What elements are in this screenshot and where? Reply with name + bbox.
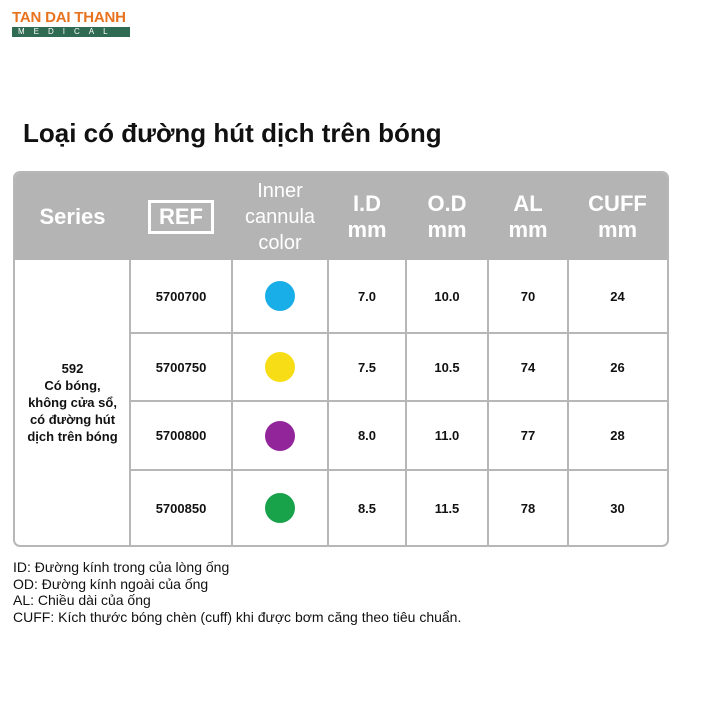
table-row: [15, 471, 667, 545]
table-header: [15, 173, 667, 260]
color-dot: [265, 493, 295, 523]
series-desc-line: dịch trên bóng: [27, 429, 118, 444]
header-cuff-line2: mm: [597, 216, 638, 242]
header-al-line1: AL: [513, 190, 543, 216]
color-dot: [265, 352, 295, 382]
header-al-line2: mm: [508, 216, 548, 242]
series-code: 592: [61, 361, 84, 376]
cuff-cell: 24: [610, 288, 625, 304]
color-cell: [232, 260, 328, 332]
header-ref-label: REF: [148, 200, 214, 234]
color-cell: [232, 471, 328, 545]
table-row: [15, 402, 667, 469]
color-cell: [232, 334, 328, 400]
od-cell: 10.5: [434, 359, 460, 375]
od-cell: 10.0: [434, 288, 460, 304]
series-desc-line: có đường hút: [29, 412, 116, 427]
grid-divider: [130, 332, 667, 334]
header-inner-line2: cannula: [244, 205, 316, 228]
table-row: [15, 260, 667, 332]
grid-divider: [487, 260, 489, 545]
grid-divider: [129, 260, 131, 545]
id-cell: 7.0: [357, 288, 377, 304]
legend-notes: [13, 559, 461, 625]
header-ref: [130, 173, 232, 260]
header-od-line2: mm: [427, 216, 467, 242]
header-id-line1: I.D: [352, 190, 382, 216]
id-cell: 8.0: [357, 428, 377, 443]
cuff-cell: 28: [610, 428, 625, 443]
grid-divider: [130, 469, 667, 471]
header-cuff-line1: CUFF: [588, 190, 647, 216]
header-cuff: [568, 173, 667, 260]
al-cell: 77: [520, 428, 536, 443]
grid-divider: [567, 260, 569, 545]
page-title: Loại có đường hút dịch trên bóng: [23, 118, 442, 148]
id-cell: 8.5: [357, 500, 377, 516]
header-inner-line1: Inner: [257, 179, 303, 202]
brand-logo: [12, 10, 130, 37]
grid-divider: [130, 400, 667, 402]
header-series: [15, 173, 130, 260]
header-al: [488, 173, 568, 260]
al-cell: 70: [520, 288, 536, 304]
logo-name: TAN DAI THANH: [12, 9, 126, 26]
od-cell: 11.5: [434, 500, 460, 516]
id-cell: 7.5: [357, 359, 377, 375]
ref-cell: 5700750: [155, 359, 207, 375]
table-row: [15, 334, 667, 400]
grid-divider: [405, 260, 407, 545]
header-od: [406, 173, 488, 260]
product-table: [13, 171, 669, 547]
logo-subtitle: MEDICAL: [12, 27, 130, 37]
header-inner-line3: color: [258, 231, 302, 254]
color-cell: [232, 402, 328, 469]
header-series-label: Series: [39, 203, 106, 229]
header-od-line1: O.D: [427, 190, 467, 216]
od-cell: 11.0: [434, 428, 460, 443]
ref-cell: 5700800: [155, 428, 207, 443]
header-inner-color: [232, 173, 328, 260]
cuff-cell: 26: [610, 359, 625, 375]
grid-divider: [231, 260, 233, 545]
ref-cell: 5700700: [155, 288, 207, 304]
note-line: OD: Đường kính ngoài của ống: [13, 575, 209, 592]
series-desc-line: không cửa sổ,: [28, 395, 117, 410]
header-id: [328, 173, 406, 260]
al-cell: 78: [520, 500, 536, 516]
note-line: CUFF: Kích thước bóng chèn (cuff) khi được bơm căng theo tiêu chuẩn.: [13, 608, 462, 625]
color-dot: [265, 421, 295, 451]
grid-divider: [327, 260, 329, 545]
header-id-line2: mm: [347, 216, 387, 242]
note-line: ID: Đường kính trong của lòng ống: [13, 559, 230, 575]
cuff-cell: 30: [610, 500, 625, 516]
al-cell: 74: [520, 359, 536, 375]
note-line: AL: Chiều dài của ống: [13, 592, 151, 608]
color-dot: [265, 281, 295, 311]
ref-cell: 5700850: [155, 500, 207, 516]
series-desc-line: Có bóng,: [44, 378, 101, 393]
